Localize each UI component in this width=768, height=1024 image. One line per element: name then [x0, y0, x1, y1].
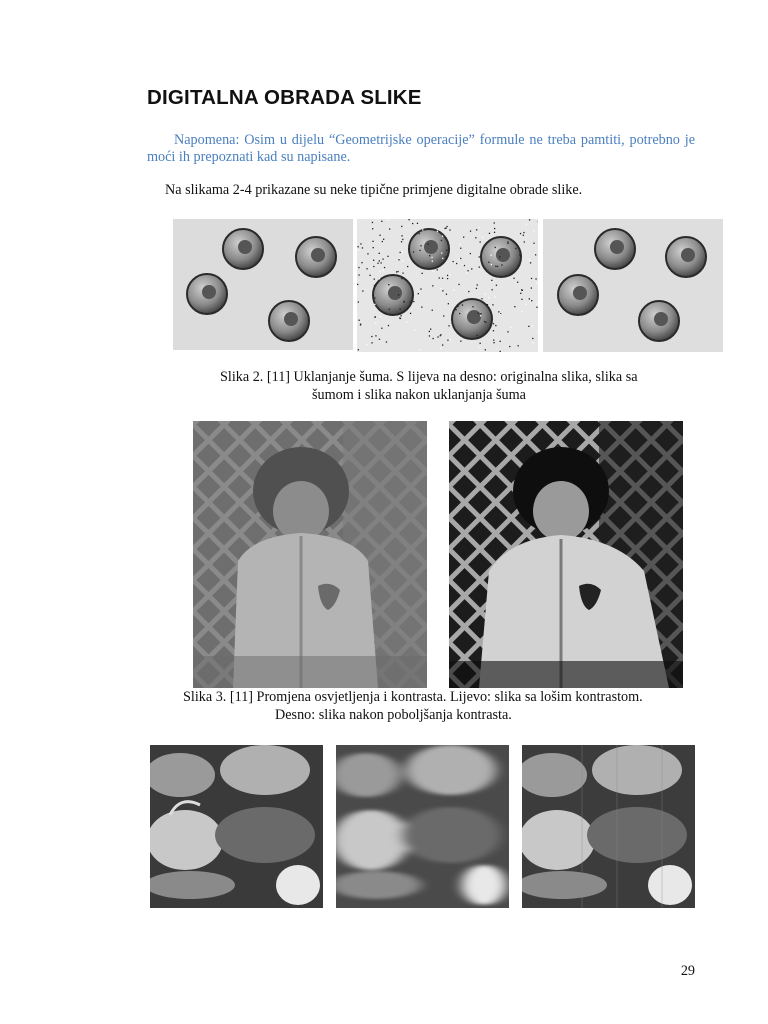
child-low-contrast-image	[193, 421, 427, 688]
coins-denoised-image	[543, 219, 723, 352]
peppers-blurred-image	[336, 745, 509, 908]
figure-3-caption-line2: Desno: slika nakon poboljšanja kontrasta.	[275, 706, 512, 723]
intro-paragraph: Na slikama 2-4 prikazane su neke tipične primjene digitalne obrade slike.	[165, 182, 583, 198]
figure-3-caption	[183, 689, 643, 724]
figure-2-caption-line1: Slika 2. [11] Uklanjanje šuma. S lijeva na desno: originalna slika, slika sa	[220, 369, 638, 385]
figure-2-caption	[220, 369, 638, 404]
note-paragraph: Napomena: Osim u dijelu “Geometrijske operacije” formule ne treba pamtiti, potrebno je moći ih prepoznati kad su napisane.	[147, 132, 695, 165]
coins-original-image	[173, 219, 353, 350]
child-enhanced-contrast-image	[449, 421, 683, 688]
peppers-original-image	[150, 745, 323, 908]
figure-3-caption-line1: Slika 3. [11] Promjena osvjetljenja i kontrasta. Lijevo: slika sa lošim kontrastom.	[183, 689, 643, 705]
coins-noisy-image	[357, 219, 538, 352]
page-number: 29	[680, 963, 695, 979]
page-title: DIGITALNA OBRADA SLIKE	[147, 86, 422, 109]
figure-2-caption-line2: šumom i slika nakon uklanjanja šuma	[312, 386, 526, 403]
peppers-restored-image	[522, 745, 695, 908]
